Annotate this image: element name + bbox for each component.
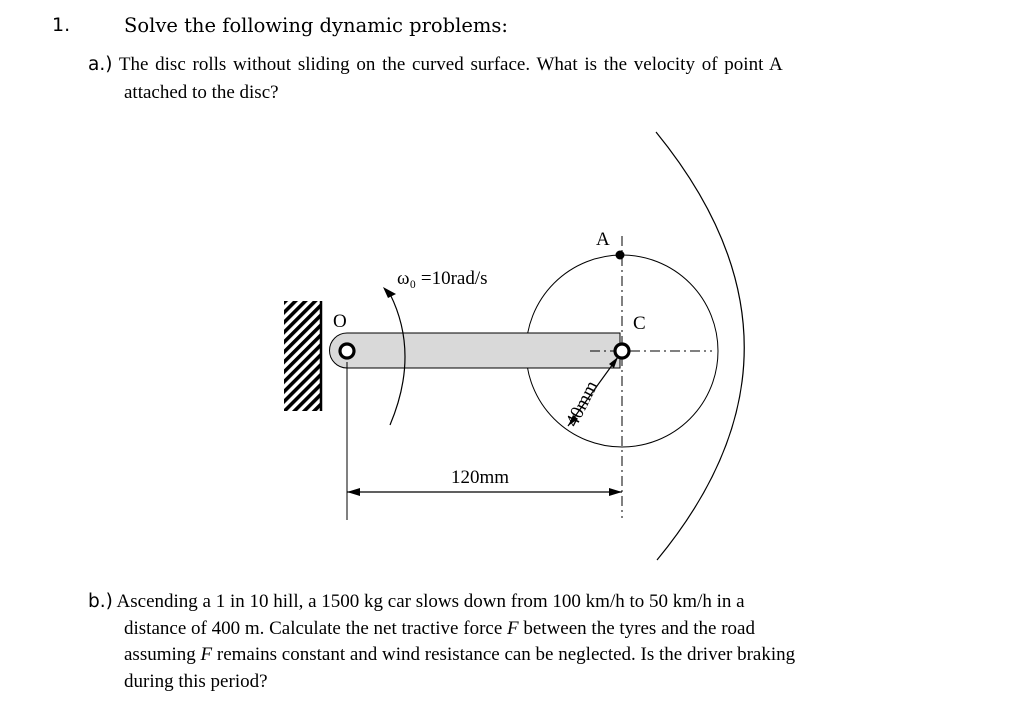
link-arm: [330, 333, 621, 368]
problem-number: 1.: [52, 14, 71, 36]
part-b-line-1-text: Ascending a 1 in 10 hill, a 1500 kg car slows down from 100 km/h to 50 km/h in a: [116, 591, 745, 612]
part-b-line-2: [88, 616, 958, 643]
part-b-line-4: during this period?: [124, 670, 268, 692]
problem-heading: Solve the following dynamic problems:: [124, 14, 508, 37]
radius-label: 40mm: [561, 377, 603, 431]
force-symbol: F: [507, 617, 519, 639]
part-b-line-3-end: remains constant and wind resistance can be neglected. Is the driver braking: [216, 644, 796, 665]
part-b-line-1: [88, 589, 958, 616]
part-b-line-3: [88, 642, 958, 669]
length-arrowhead-left: [347, 488, 360, 496]
omega-label: ω₀ =10rad/s: [397, 268, 488, 289]
center-label: C: [633, 313, 646, 334]
part-b-label: b.): [88, 591, 113, 612]
point-a-label: A: [596, 229, 610, 250]
part-b-text: [88, 589, 958, 695]
pivot-label: O: [333, 311, 347, 332]
part-a-line-2: attached to the disc?: [124, 82, 279, 103]
part-b-line-2-text: distance of 400 m. Calculate the net tractive force: [124, 617, 503, 639]
fixed-wall-hatch: [284, 301, 320, 411]
angular-velocity-arrowhead: [383, 287, 396, 298]
length-arrowhead-right: [609, 488, 622, 496]
pivot-o-joint: [340, 344, 354, 358]
center-c-joint: [615, 344, 629, 358]
point-a-marker: [616, 251, 625, 260]
force-symbol-2: F: [200, 644, 213, 665]
part-b-line-3-start: assuming: [124, 644, 196, 665]
part-a-label: a.): [88, 54, 113, 75]
length-label: 120mm: [451, 467, 510, 488]
part-a-question: The disc rolls without sliding on the curved surface. What is the velocity of point A: [118, 54, 783, 75]
part-b-line-2-end: between the tyres and the road: [523, 617, 755, 639]
